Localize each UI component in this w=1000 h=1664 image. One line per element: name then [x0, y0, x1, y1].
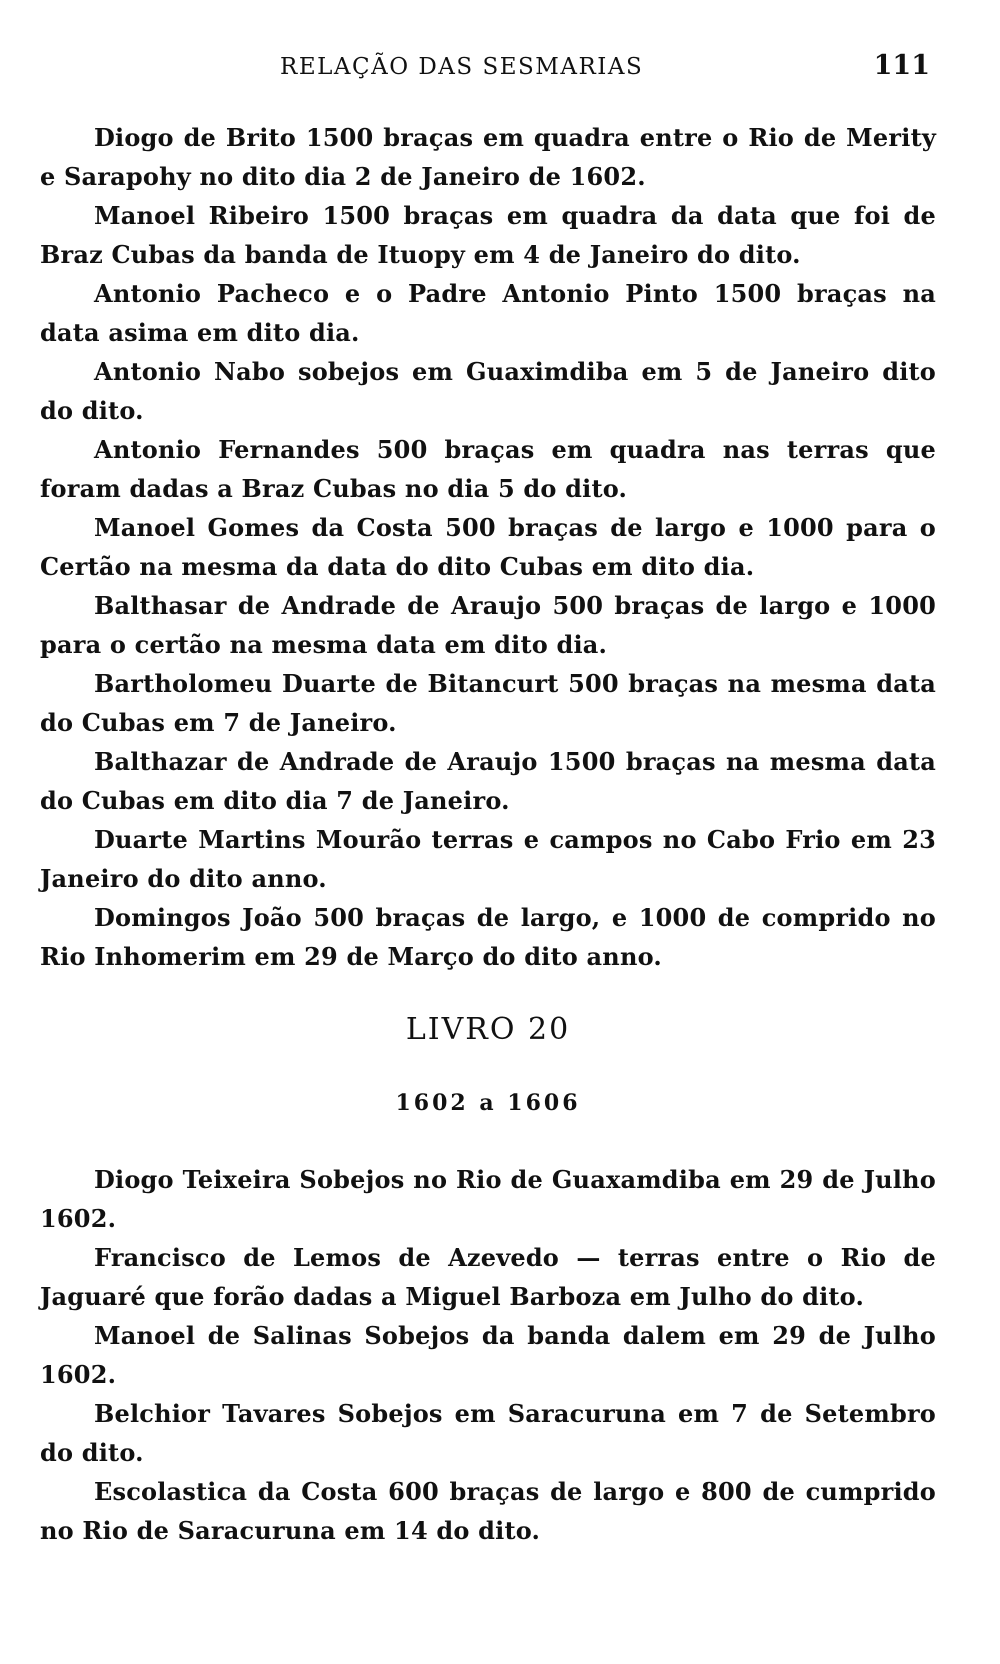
- page-number: 111: [873, 50, 930, 81]
- entry-balthazar-de-andrade: Balthazar de Andrade de Araujo 1500 braças na mesma data do Cubas em dito dia 7 de Janeiro.: [40, 747, 936, 815]
- entry-duarte-martins: Duarte Martins Mourão terras e campos no Cabo Frio em 23 Janeiro do dito anno.: [40, 825, 936, 893]
- running-title: RELAÇÃO DAS SESMARIAS: [280, 54, 644, 80]
- entry-francisco-de-lemos: Francisco de Lemos de Azevedo — terras entre o Rio de Jaguaré que forão dadas a Miguel Barboza em Julho do dito.: [40, 1243, 936, 1311]
- book-heading: LIVRO 20: [405, 1012, 571, 1047]
- entry-bartholomeu-duarte: Bartholomeu Duarte de Bitancurt 500 braças na mesma data do Cubas em 7 de Janeiro.: [40, 669, 936, 737]
- entry-balthasar-de-andrade: Balthasar de Andrade de Araujo 500 braças de largo e 1000 para o certão na mesma data em dito dia.: [40, 591, 936, 659]
- running-head: [40, 50, 936, 90]
- entry-belchior-tavares: Belchior Tavares Sobejos em Saracuruna em 7 de Setembro do dito.: [40, 1399, 936, 1467]
- entry-manoel-ribeiro: Manoel Ribeiro 1500 braças em quadra da data que foi de Braz Cubas da banda de Ituopy em 4 de Janeiro do dito.: [40, 201, 936, 269]
- book-date-range: 1602 a 1606: [395, 1090, 581, 1116]
- entry-antonio-nabo: Antonio Nabo sobejos em Guaximdiba em 5 de Janeiro dito do dito.: [40, 357, 936, 425]
- entry-diogo-de-brito: Diogo de Brito 1500 braças em quadra entre o Rio de Merity e Sarapohy no dito dia 2 de Janeiro de 1602.: [40, 123, 936, 191]
- entry-antonio-pacheco: Antonio Pacheco e o Padre Antonio Pinto 1500 braças na data asima em dito dia.: [40, 279, 936, 347]
- entries-livro-19: [40, 118, 936, 976]
- entry-domingos-joao: Domingos João 500 braças de largo, e 1000 de comprido no Rio Inhomerim em 29 de Março do dito anno.: [40, 903, 936, 971]
- entries-livro-20: [40, 1160, 936, 1550]
- entry-diogo-teixeira: Diogo Teixeira Sobejos no Rio de Guaxamdiba em 29 de Julho 1602.: [40, 1165, 936, 1233]
- entry-manoel-de-salinas: Manoel de Salinas Sobejos da banda dalem em 29 de Julho 1602.: [40, 1321, 936, 1389]
- entry-manoel-gomes-da-costa: Manoel Gomes da Costa 500 braças de largo e 1000 para o Certão na mesma da data do dito Cubas em dito dia.: [40, 513, 936, 581]
- entry-antonio-fernandes: Antonio Fernandes 500 braças em quadra nas terras que foram dadas a Braz Cubas no dia 5 do dito.: [40, 435, 936, 503]
- book-page: [40, 0, 936, 1664]
- entry-escolastica-da-costa: Escolastica da Costa 600 braças de largo e 800 de cumprido no Rio de Saracuruna em 14 do dito.: [40, 1477, 936, 1545]
